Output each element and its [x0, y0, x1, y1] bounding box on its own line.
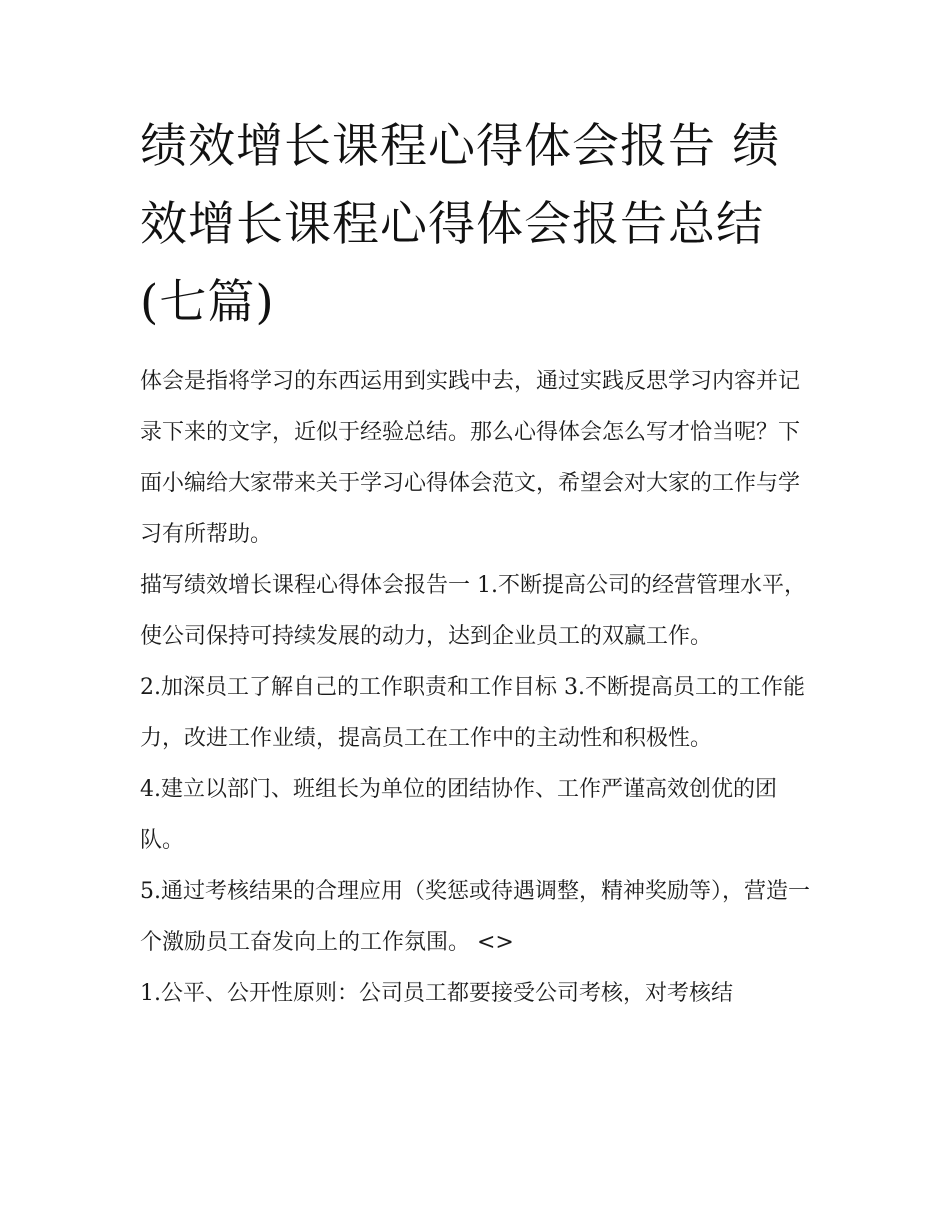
paragraph-report-one: 描写绩效增长课程心得体会报告一 1.不断提高公司的经营管理水平，使公司保持可持续发展的动力，达到企业员工的双赢工作。	[140, 573, 806, 649]
paragraph-item-5: 5.通过考核结果的合理应用（奖惩或待遇调整，精神奖励等），营造一个激励员工奋发向上的工作氛围。 <>	[140, 879, 810, 955]
paragraph-item-2-3: 2.加深员工了解自己的工作职责和工作目标 3.不断提高员工的工作能力，改进工作业绩，提高员工在工作中的主动性和积极性。	[140, 675, 805, 751]
paragraph-intro: 体会是指将学习的东西运用到实践中去，通过实践反思学习内容并记录下来的文字，近似于经验总结。那么心得体会怎么写才恰当呢？下面小编给大家带来关于学习心得体会范文，希望会对大家的工作与学习有所帮助。	[140, 369, 801, 547]
document-page	[140, 108, 815, 1019]
document-title: 绩效增长课程心得体会报告 绩效增长课程心得体会报告总结(七篇)	[140, 119, 780, 330]
paragraph-item-4: 4.建立以部门、班组长为单位的团结协作、工作严谨高效创优的团队。	[140, 777, 777, 853]
paragraph-principle-1: 1.公平、公开性原则：公司员工都要接受公司考核，对考核结	[140, 981, 733, 1006]
